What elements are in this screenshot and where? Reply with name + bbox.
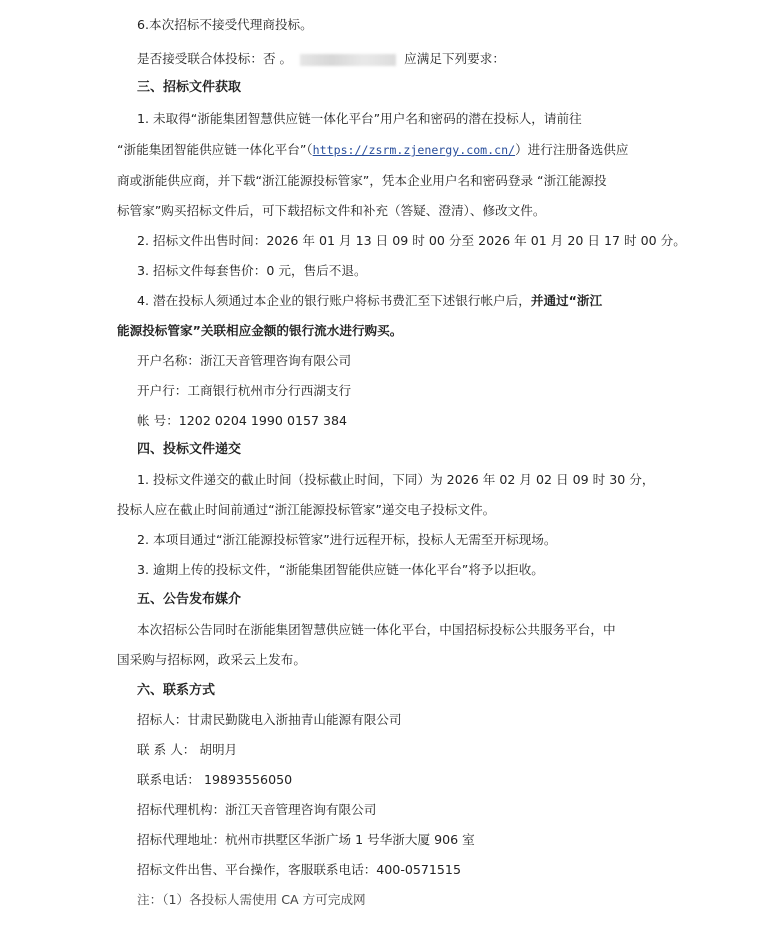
text-segment: 。 [279, 51, 293, 66]
text-line: 标管家”购买招标文件后，可下载招标文件和补充（答疑、澄清）、修改文件。 [117, 203, 546, 218]
section-heading: 三、招标文件获取 [137, 80, 242, 95]
contact-address: 招标代理地址：杭州市拱墅区华浙广场 1 号华浙大厦 906 室 [137, 832, 475, 847]
text-line: 6.本次招标不接受代理商投标。 [137, 17, 313, 32]
contact-tenderer: 招标人：甘肃民勤陇电入浙抽青山能源有限公司 [137, 712, 402, 727]
section-heading: 四、投标文件递交 [137, 442, 242, 457]
text-line: 3. 逾期上传的投标文件，“浙能集团智能供应链一体化平台”将予以拒收。 [137, 562, 544, 577]
text-line: 3. 招标文件每套售价：0 元，售后不退。 [137, 263, 367, 278]
contact-person: 联 系 人： 胡明月 [137, 742, 238, 757]
text-line: 2. 招标文件出售时间：2026 年 01 月 13 日 09 时 00 分至 2026 年 01 月 20 日 17 时 00 分。 [137, 233, 686, 248]
platform-line [117, 142, 628, 158]
text-segment: 是否接受联合体投标：否 [137, 51, 276, 66]
account-number: 帐 号：1202 0204 1990 0157 384 [137, 413, 348, 428]
contact-service-phone: 招标文件出售、平台操作，客服联系电话：400-0571515 [137, 862, 461, 877]
text-segment: 4. 潜在投标人须通过本企业的银行账户将标书费汇至下述银行帐户后， [137, 293, 531, 308]
text-line: 本次招标公告同时在浙能集团智慧供应链一体化平台，中国招标投标公共服务平台，中 [137, 622, 616, 637]
account-name: 开户名称：浙江天音管理咨询有限公司 [137, 353, 352, 368]
section-heading: 六、联系方式 [137, 683, 216, 698]
redacted-blur [300, 54, 396, 66]
text-segment: “浙能集团智能供应链一体化平台”（ [117, 142, 313, 157]
bold-line: 能源投标管家”关联相应金额的银行流水进行购买。 [117, 323, 403, 338]
account-bank: 开户行：工商银行杭州市分行西湖支行 [137, 383, 352, 398]
payment-line [137, 293, 602, 309]
section-heading: 五、公告发布媒介 [137, 592, 242, 607]
text-line: 投标人应在截止时间前通过“浙江能源投标管家”递交电子投标文件。 [117, 502, 496, 517]
note-line: 注：（1）各投标人需使用 CA 方可完成网 [137, 892, 366, 907]
platform-link[interactable]: https://zsrm.zjenergy.com.cn/ [312, 143, 516, 157]
text-segment: 应满足下列要求： [404, 51, 505, 66]
text-line: 2. 本项目通过“浙江能源投标管家”进行远程开标，投标人无需至开标现场。 [137, 532, 557, 547]
bold-segment: 并通过“浙江 [530, 293, 603, 308]
consortium-line [137, 51, 505, 67]
text-segment: ）进行注册备选供应 [515, 142, 629, 157]
text-line: 1. 投标文件递交的截止时间（投标截止时间，下同）为 2026 年 02 月 02 日 09 时 30 分， [137, 472, 655, 487]
text-line: 1. 未取得“浙能集团智慧供应链一体化平台”用户名和密码的潜在投标人，请前往 [137, 111, 582, 126]
text-line: 国采购与招标网，政采云上发布。 [117, 652, 306, 667]
contact-phone: 联系电话： 19893556050 [137, 772, 293, 787]
text-line: 商或浙能供应商，并下载“浙江能源投标管家”，凭本企业用户名和密码登录 “浙江能源投 [117, 173, 607, 188]
contact-agency: 招标代理机构：浙江天音管理咨询有限公司 [137, 802, 377, 817]
